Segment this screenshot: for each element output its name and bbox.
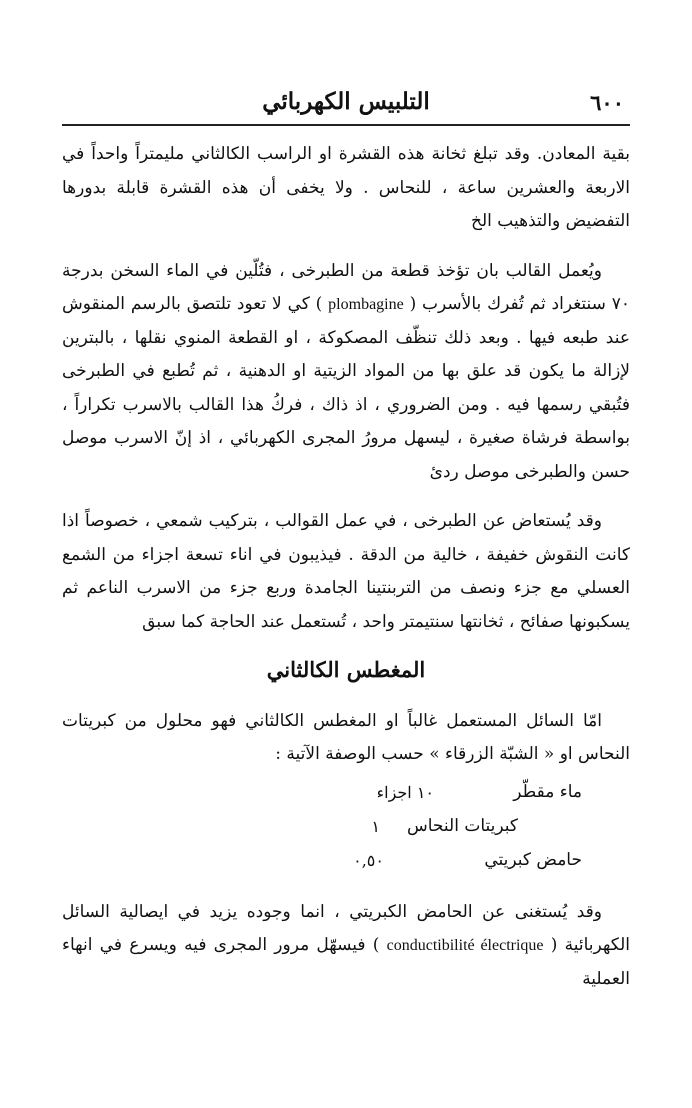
paragraph-4: امّا السائل المستعمل غالباً او المغطس الكالثاني فهو محلول من كبريتات النحاس او « الشبّة الزرقاء » حسب الوصفة الآتية : [62,710,630,764]
recipe-ingredient: كبريتات النحاس [407,815,518,836]
recipe-row [62,810,630,842]
running-header [60,88,632,122]
recipe-row [62,844,630,876]
paragraph-gap [62,489,630,505]
header-rule [62,124,630,126]
paragraph-5 [62,896,630,997]
paragraph-5-latin-term: conductibilité électrique [386,937,544,954]
section-heading: المغطس الكالثاني [266,657,426,682]
page-number: ٦٠٠ [590,90,624,115]
running-title: التلبيس الكهربائي [262,88,430,115]
paragraph-5-text-b: ) فيسهّل مرور المجرى فيه ويسرع في انهاء العملية [62,935,630,989]
paragraph-3: وقد يُستعاض عن الطبرخى ، في عمل القوالب ، بتركيب شمعي ، خصوصاً اذا كانت النقوش خفيفة ، خالية من الدقة . فيذيبون في اناء تسعة اجزاء من الشمع العسلي مع جزء ونصف من التربنتينا الجامدة وربع جزء من الاسرب الناعم ثم يسكبونها صفائح ، ثخانتها سنتيمتر واحد ، تُستعمل عند الحاجة كما سبق [62,511,630,632]
recipe-row [62,776,630,808]
recipe-quantity: ١٠ اجزاء [376,782,434,802]
recipe-ingredient: حامض كبريتي [484,849,582,870]
paragraph-2-latin-term: plombagine [328,296,404,313]
paragraph-5-text-a: وقد يُستغنى عن الحامض الكبريتي ، انما وجوده يزيد في ايصالية السائل الكهربائية ( [62,901,631,955]
paragraph-1: بقية المعادن. وقد تبلغ ثخانة هذه القشرة او الراسب الكالثاني مليمتراً واحداً في الاربعة والعشرين ساعة ، للنحاس . ولا يخفى أن هذه القشرة قابلة بدورها التفضيض والتذهيب الخ [62,144,630,231]
paragraph-2-text-a: ويُعمل القالب بان تؤخذ قطعة من الطبرخى ، فتُلّين في الماء السخن بدرجة ٧٠ سنتغراد ثم تُفرك بالأسرب ( [62,260,631,314]
paragraph-2-text-b: ) كي لا تعود تلتصق بالرسم المنقوش عند طبعه فيها . وبعد ذلك تنظّف المصكوكة ، او القطعة المنوي نقلها ، بالبترين لإزالة ما يكون قد علق بها من المواد الزيتية او الدهنية ، ثم تُطبع في الطبرخى فتُبقي رسمها فيه . ومن الضروري ، اذ ذاك ، فركُ هذا القالب بالاسرب تكراراً ، بواسطة فرشاة صغيرة ، ليسهل مرورُ المجرى الكهربائي ، اذ إنّ الاسرب موصل حسن والطبرخى موصل ردئ [62,294,630,482]
body-text [62,138,630,996]
recipe-table [62,776,630,884]
recipe-quantity: ١ [371,816,380,836]
recipe-ingredient: ماء مقطّر [513,781,582,802]
recipe-quantity: ٠,٥٠ [353,850,384,870]
paragraph-gap [62,239,630,255]
paragraph-2 [62,255,630,490]
